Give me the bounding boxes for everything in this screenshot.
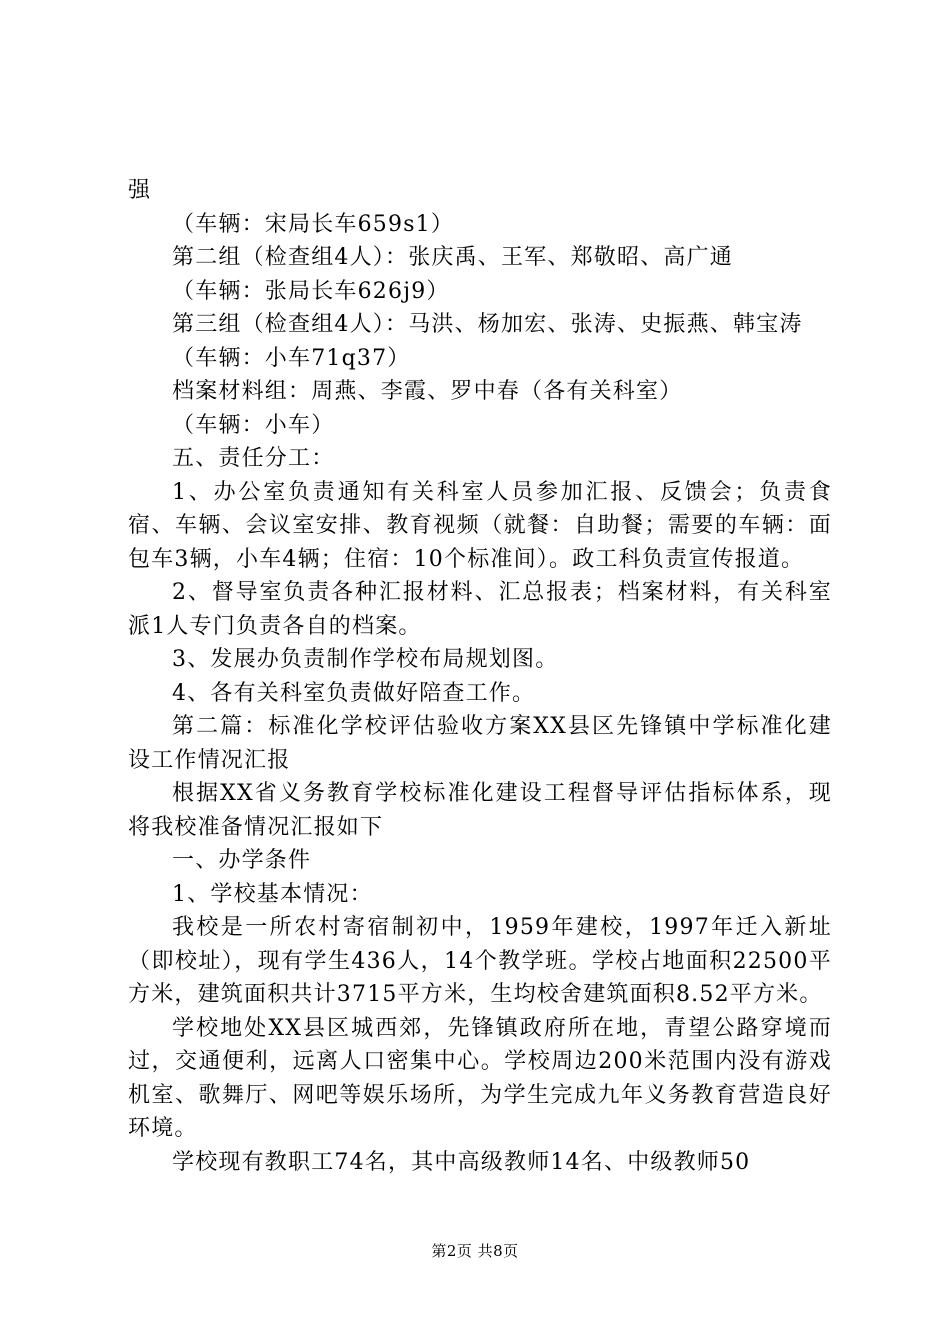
paragraph: 档案材料组：周燕、李霞、罗中春（各有关科室） — [172, 379, 683, 404]
page-footer: 第2页 共8页 — [431, 1242, 519, 1260]
paragraph: 我校是一所农村寄宿制初中，1959年建校，1997年迁入新址（即校址），现有学生436人，14个教学班。学校占地面积22500平方米，建筑面积共计3715平方米，生均校舍建筑面积8.52平方米。 — [128, 915, 832, 1007]
document-body — [128, 174, 832, 1179]
paragraph: 学校现有教职工74名，其中高级教师14名、中级教师50 — [172, 1149, 751, 1175]
paragraph: 第二篇：标准化学校评估验收方案XX县区先锋镇中学标准化建设工作情况汇报 — [128, 714, 832, 773]
paragraph: （车辆：宋局长车659s1） — [172, 211, 455, 237]
paragraph: 根据XX省义务教育学校标准化建设工程督导评估指标体系，现将我校准备情况汇报如下 — [128, 781, 832, 840]
paragraph: （车辆：小车） — [172, 412, 335, 438]
paragraph: 4、各有关科室负责做好陪查工作。 — [172, 680, 536, 706]
paragraph: 2、督导室负责各种汇报材料、汇总报表；档案材料，有关科室派1人专门负责各自的档案。 — [128, 580, 832, 639]
paragraph: 第二组（检查组4人）：张庆禹、王军、郑敬昭、高广通 — [172, 245, 733, 270]
paragraph: 学校地处XX县区城西郊，先锋镇政府所在地，青望公路穿境而过，交通便利，远离人口密集中心。学校周边200米范围内没有游戏机室、歌舞厅、网吧等娱乐场所，为学生完成九年义务教育营造良好环境。 — [128, 1015, 832, 1141]
paragraph: 第三组（检查组4人）：马洪、杨加宏、张涛、史振燕、韩宝涛 — [172, 312, 803, 337]
paragraph: （车辆：小车71q37） — [172, 345, 411, 371]
paragraph: 1、办公室负责通知有关科室人员参加汇报、反馈会；负责食宿、车辆、会议室安排、教育视频（就餐：自助餐；需要的车辆：面包车3辆，小车4辆；住宿：10个标准间）。政工科负责宣传报道。 — [128, 479, 832, 572]
paragraph: 一、办学条件 — [172, 848, 312, 873]
paragraph: 五、责任分工： — [172, 446, 335, 471]
paragraph: （车辆：张局长车626j9） — [172, 278, 450, 304]
paragraph: 1、学校基本情况： — [172, 881, 373, 907]
paragraph: 3、发展办负责制作学校布局规划图。 — [172, 647, 559, 672]
paragraph: 强 — [128, 178, 152, 203]
